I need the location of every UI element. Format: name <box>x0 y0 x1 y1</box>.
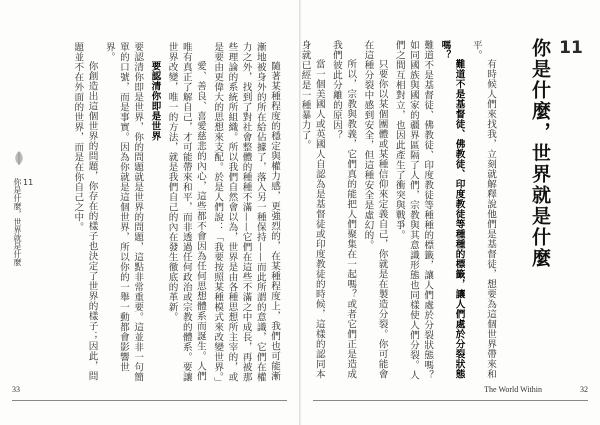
left-body-text <box>51 42 281 390</box>
footer-rule <box>313 400 588 401</box>
chapter-heading <box>527 38 588 269</box>
running-header <box>12 178 33 266</box>
right-paragraph-5: 當一個美國人或英國人自認為是基督徒或印度教徒的時候，這樣的認同本身就已經是一種暴力了。 <box>299 40 325 380</box>
page-number-left: 33 <box>12 385 20 394</box>
left-paragraph-4: 你創造出這個世界的問題，你存在的樣子也決定了世界的樣子；因此，問題並不在外面的世界，而是在你自己之中。 <box>72 42 98 382</box>
right-paragraph-1: 有時候人們來找我，立刻就解釋說他們是基督徒，想要為這個世界帶來和平。 <box>470 40 496 380</box>
left-page <box>0 0 299 425</box>
right-page <box>301 0 600 425</box>
right-body-text <box>299 40 497 388</box>
chapter-number: 11 <box>559 38 583 58</box>
leaf-ornament-icon <box>12 150 26 166</box>
page-number-right: 32 <box>580 385 588 394</box>
right-bold-sentence: 難道不是基督徒、佛教徒、印度教徒等種種的標籤，讓人們處於分裂狀態嗎？ <box>439 40 465 380</box>
right-paragraph-4: 所以，宗教與教義，它們真的能把人們聚集在一起嗎？或者它們正是造成我們彼此分離的原因？ <box>330 40 357 380</box>
footer-rule <box>12 400 287 401</box>
left-paragraph-2: 愛、善良、喜愛慈悲的內心，這些都不會因為任何思想體系而誕生。人們唯有真正了解自己，才可能帶來和平，而非透過任何政治或宗教的體系。要讓世界改變，唯一的方法，就是我們自己的內在發生徹底的革新。 <box>166 42 206 382</box>
book-title-footer: The World Within <box>484 385 542 394</box>
left-paragraph-3-body: 要認清你即是世界，你的問題就是世界的問題，這點非常重要。這並非一句簡單的口號，而是事實。因為你就是這個世界，所以你的一舉一動都會影響世界。 <box>103 42 144 382</box>
right-paragraph-2 <box>437 40 465 388</box>
left-bold-sentence: 要認清你即是世界 <box>149 61 161 142</box>
running-header-number: 11 <box>23 178 34 187</box>
left-paragraph-1: 隨著某種程度的穩定與權力感，更強烈的，在某種程度上，我們也可能漸漸地被身外的所在給佔據了，落入另一種保持——而此所謂的意識，它們在權力之外，找到了對社會整體的種種不滿——它們在這些不滿之中成長，再被那些理論的系統所組織。所以我們自然會以為，世界是由各種思想所主宰的，或是要由更偉大的思想來支配。於是人們說：「我要按照某種模式來改變世界。」 <box>212 42 280 388</box>
running-header-title: 你是什麼，世界就是什麼 <box>13 178 22 266</box>
left-paragraph-3 <box>147 42 161 390</box>
right-paragraph-2-body: 難道不是基督徒、佛教徒、印度教徒等種種的標籤，讓人們處於分裂狀態嗎？如同國族與國家的疆界區隔了人們，宗教與其意識形態也同樣使人們分裂。人們之間互相對立，也因此產生了衝突與戰爭。 <box>393 40 434 380</box>
chapter-title: 你是什麼，世界就是什麼 <box>529 38 551 269</box>
right-paragraph-3: 只要你以某個團體或某種信仰來定義自己，你就是在製造分裂。你可能會在這種分裂中感到安全，但這種安全是虛幻的。 <box>362 40 388 380</box>
